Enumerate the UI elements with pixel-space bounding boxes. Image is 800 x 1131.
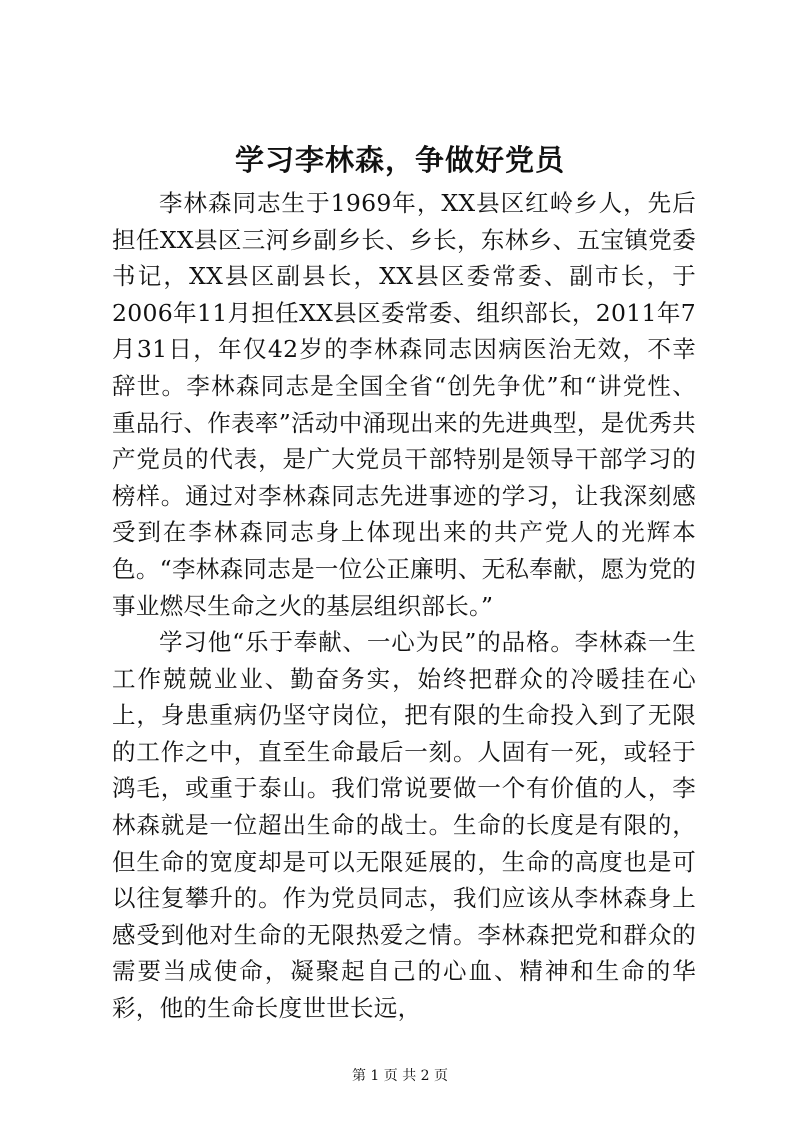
document-title: 学习李林森，争做好党员 (234, 143, 565, 177)
body-paragraph-1: 李林森同志生于1969年，XX县区红岭乡人，先后担任XX县区三河乡副乡长、乡长，东林乡、五宝镇党委书记，XX县区副县长，XX县区委常委、副市长，于2006年11月担任XX县区委常委、组织部长，2011年7月31日，年仅42岁的李林森同志因病医治无效，不幸辞世。李林森同志是全国全省“创先争优”和“讲党性、重品行、作表率”活动中涌现出来的先进典型，是优秀共产党员的代表，是广大党员干部特别是领导干部学习的榜样。通过对李林森同志先进事迹的学习，让我深刻感受到在李林森同志身上体现出来的共产党人的光辉本色。“李林森同志是一位公正廉明、无私奉献，愿为党的事业燃尽生命之火的基层组织部长。” (112, 189, 696, 620)
body-paragraph-2: 学习他“乐于奉献、一心为民”的品格。李林森一生工作兢兢业业、勤奋务实，始终把群众的冷暖挂在心上，身患重病仍坚守岗位，把有限的生命投入到了无限的工作之中，直至生命最后一刻。人固有一死，或轻于鸿毛，或重于泰山。我们常说要做一个有价值的人，李林森就是一位超出生命的战士。生命的长度是有限的，但生命的宽度却是可以无限延展的，生命的高度也是可以往复攀升的。作为党员同志，我们应该从李林森身上感受到他对生命的无限热爱之情。李林森把党和群众的需要当成使命，凝聚起自己的心血、精神和生命的华彩，他的生命长度世世长远， (112, 628, 696, 1022)
page-footer: 第 1 页 共 2 页 (351, 1068, 449, 1084)
